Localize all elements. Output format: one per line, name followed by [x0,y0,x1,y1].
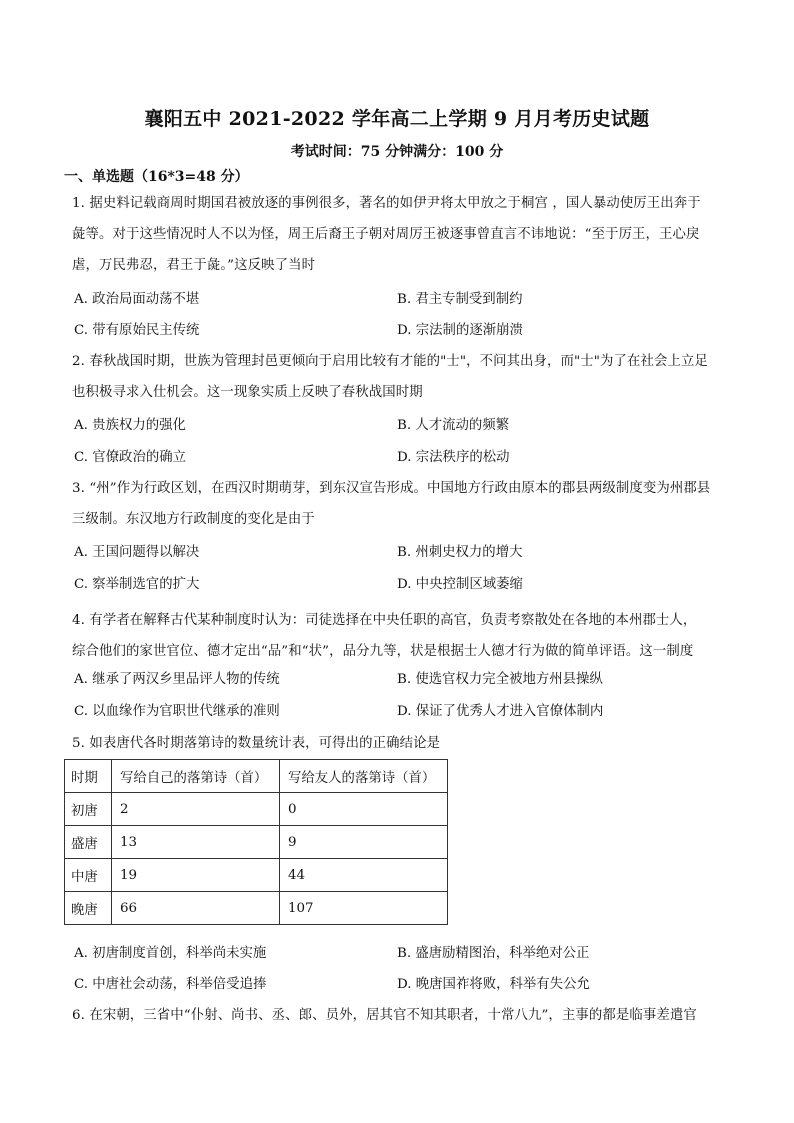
table-cell: 44 [280,859,448,892]
table-header-cell: 时期 [65,760,112,793]
q4-option-c[interactable]: C. 以血缘作为官职世代继承的准则 [74,704,280,719]
question-line: 虐，万民弗忍，君王于彘。”这反映了当时 [72,258,316,273]
table-row [65,892,448,925]
q1-option-a[interactable]: A. 政治局面动荡不堪 [74,292,200,307]
table-cell: 66 [112,892,280,925]
table-header-cell: 写给友人的落第诗（首） [280,760,448,793]
question-4 [72,605,724,667]
section-heading: 一、单选题（16*3=48 分） [64,169,249,185]
question-5 [72,728,724,759]
question-line: 4. 有学者在解释古代某种制度时认为：司徒选择在中央任职的高官，负责考察散处在各地的本州郡士人， [72,613,697,628]
table-header-cell: 写给自己的落第诗（首） [112,760,280,793]
question-6 [72,1000,724,1031]
table-row [65,793,448,826]
q3-option-d[interactable]: D. 中央控制区域萎缩 [397,577,523,592]
table-cell: 2 [112,793,280,826]
question-line: 彘等。对于这些情况时人不以为怪，周王后裔王子朝对周厉王被逐事曾直言不讳地说：“至于厉王，王心戾 [72,227,700,242]
table-cell: 盛唐 [65,826,112,859]
q2-option-b[interactable]: B. 人才流动的频繁 [397,418,510,433]
question-3 [72,473,724,535]
table-header-row [65,760,448,793]
question-line: 3. “州”作为行政区划，在西汉时期萌芽，到东汉宣告形成。中国地方行政由原本的郡县两级制度变为州郡县 [72,481,711,496]
question-2 [72,346,724,408]
q1-option-b[interactable]: B. 君主专制受到制约 [397,292,523,307]
table-row [65,859,448,892]
q5-option-c[interactable]: C. 中唐社会动荡，科举倍受追捧 [74,977,267,992]
table-cell: 中唐 [65,859,112,892]
exam-title: 襄阳五中 2021-2022 学年高二上学期 9 月月考历史试题 [144,108,650,130]
question-line: 2. 春秋战国时期，世族为管理封邑更倾向于启用比较有才能的"士"，不问其出身，而"士"为了在社会上立足 [72,354,708,369]
q1-option-d[interactable]: D. 宗法制的逐渐崩溃 [397,323,523,338]
table-cell: 13 [112,826,280,859]
question-1 [72,188,724,281]
table-cell: 0 [280,793,448,826]
q3-option-c[interactable]: C. 察举制选官的扩大 [74,577,200,592]
q4-option-d[interactable]: D. 保证了优秀人才进入官僚体制内 [397,704,604,719]
table-cell: 9 [280,826,448,859]
q5-option-d[interactable]: D. 晚唐国祚将败，科举有失公允 [397,977,590,992]
q1-option-c[interactable]: C. 带有原始民主传统 [74,323,200,338]
table-cell: 晚唐 [65,892,112,925]
exam-subtitle: 考试时间：75 分钟满分：100 分 [290,144,504,160]
q2-option-a[interactable]: A. 贵族权力的强化 [74,418,186,433]
question-line: 三级制。东汉地方行政制度的变化是由于 [72,512,315,527]
q5-option-b[interactable]: B. 盛唐励精图治，科举绝对公正 [397,946,590,961]
question-line: 也积极寻求入仕机会。这一现象实质上反映了春秋战国时期 [72,385,423,400]
q3-option-a[interactable]: A. 王国问题得以解决 [74,545,200,560]
q2-option-c[interactable]: C. 官僚政治的确立 [74,450,187,465]
question-line: 5. 如表唐代各时期落第诗的数量统计表，可得出的正确结论是 [72,736,441,751]
question-line: 6. 在宋朝，三省中“仆射、尚书、丞、郎、员外，居其官不知其职者，十常八九”，主事的都是临事差遣官 [72,1008,697,1023]
q5-option-a[interactable]: A. 初唐制度首创，科举尚未实施 [74,946,267,961]
table-cell: 初唐 [65,793,112,826]
table-cell: 19 [112,859,280,892]
question-line: 综合他们的家世官位、德才定出“品”和“状”，品分九等，状是根据士人德才行为做的简单评语。这一制度 [72,644,694,659]
q4-option-a[interactable]: A. 继承了两汉乡里品评人物的传统 [74,672,280,687]
statistics-table [64,759,448,925]
q2-option-d[interactable]: D. 宗法秩序的松动 [397,450,510,465]
question-line: 1. 据史料记载商周时期国君被放逐的事例很多，著名的如伊尹将太甲放之于桐宫 ，国人暴动使厉王出奔于 [72,196,701,211]
q4-option-b[interactable]: B. 使选官权力完全被地方州县操纵 [397,672,603,687]
table-cell: 107 [280,892,448,925]
table-row [65,826,448,859]
q3-option-b[interactable]: B. 州刺史权力的增大 [397,545,523,560]
